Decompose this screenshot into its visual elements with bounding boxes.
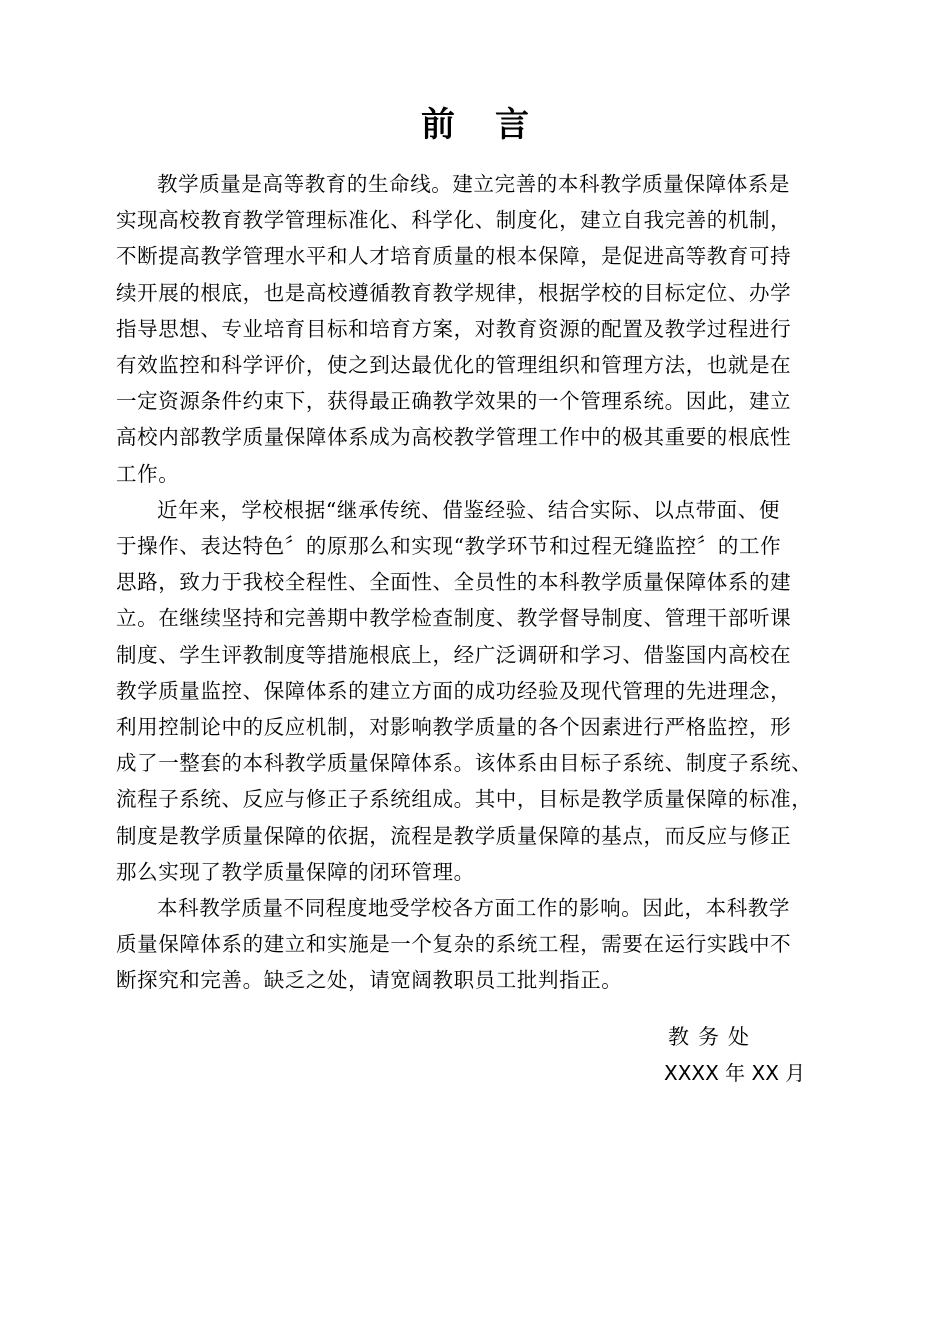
paragraph-line: 利用控制论中的反应机制，对影响教学质量的各个因素进行严格监控，形 (116, 715, 792, 740)
paragraph-2 (116, 492, 846, 890)
paragraph-line: 本科教学质量不同程度地受学校各方面工作的影响。因此，本科教学 (157, 896, 790, 921)
page-title: 前言 (421, 105, 569, 145)
paragraph-line: 工作。 (116, 461, 180, 486)
paragraph-line: 制度是教学质量保障的依据，流程是教学质量保障的基点，而反应与修正 (116, 823, 792, 848)
paragraph-line: 续开展的根底，也是高校遵循教育教学规律，根据学校的目标定位、办学 (116, 280, 792, 305)
paragraph-line: 高校内部教学质量保障体系成为高校教学管理工作中的极其重要的根底性 (116, 425, 792, 450)
paragraph-line: 思路，致力于我校全程性、全面性、全员性的本科教学质量保障体系的建 (116, 570, 792, 595)
paragraph-line: 指导思想、专业培育目标和培育方案，对教育资源的配置及教学过程进行 (116, 316, 792, 341)
paragraph-line: 有效监控和科学评价，使之到达最优化的管理组织和管理方法，也就是在 (116, 353, 792, 378)
paragraph-line: 断探究和完善。缺乏之处，请宽阔教职员工批判指正。 (116, 968, 623, 993)
paragraph-line: 质量保障体系的建立和实施是一个复杂的系统工程，需要在运行实践中不 (116, 932, 792, 957)
paragraph-line: 教学质量监控、保障体系的建立方面的成功经验及现代管理的先进理念， (116, 678, 792, 703)
signature-date: XXXX 年 XX 月 (664, 1061, 806, 1085)
paragraph-line: 近年来，学校根据“继承传统、借鉴经验、结合实际、以点带面、便 (157, 497, 780, 522)
paragraph-line: 那么实现了教学质量保障的闭环管理。 (116, 859, 475, 884)
signature-office: 教务处 (668, 1025, 758, 1049)
paragraph-line: 立。在继续坚持和完善期中教学检查制度、教学督导制度、管理干部听课 (116, 606, 792, 631)
paragraph-line: 成了一整套的本科教学质量保障体系。该体系由目标子系统、制度子系统、 (116, 751, 813, 776)
preface-body (116, 166, 846, 999)
paragraph-line: 制度、学生评教制度等措施根底上，经广泛调研和学习、借鉴国内高校在 (116, 642, 792, 667)
paragraph-line: 一定资源条件约束下，获得最正确教学效果的一个管理系统。因此，建立 (116, 389, 792, 414)
paragraph-line: 教学质量是高等教育的生命线。建立完善的本科教学质量保障体系是 (157, 172, 790, 196)
paragraph-1 (116, 166, 846, 492)
paragraph-line: 流程子系统、反应与修正子系统组成。其中，目标是教学质量保障的标准， (116, 787, 813, 812)
paragraph-line: 实现高校教育教学管理标准化、科学化、制度化，建立自我完善的机制， (116, 208, 792, 233)
paragraph-line: 于操作、表达特色〞的原那么和实现“教学环节和过程无缝监控〞的工作 (116, 534, 782, 559)
paragraph-line: 不断提高教学管理水平和人才培育质量的根本保障，是促进高等教育可持 (116, 244, 792, 269)
paragraph-3 (116, 890, 846, 999)
